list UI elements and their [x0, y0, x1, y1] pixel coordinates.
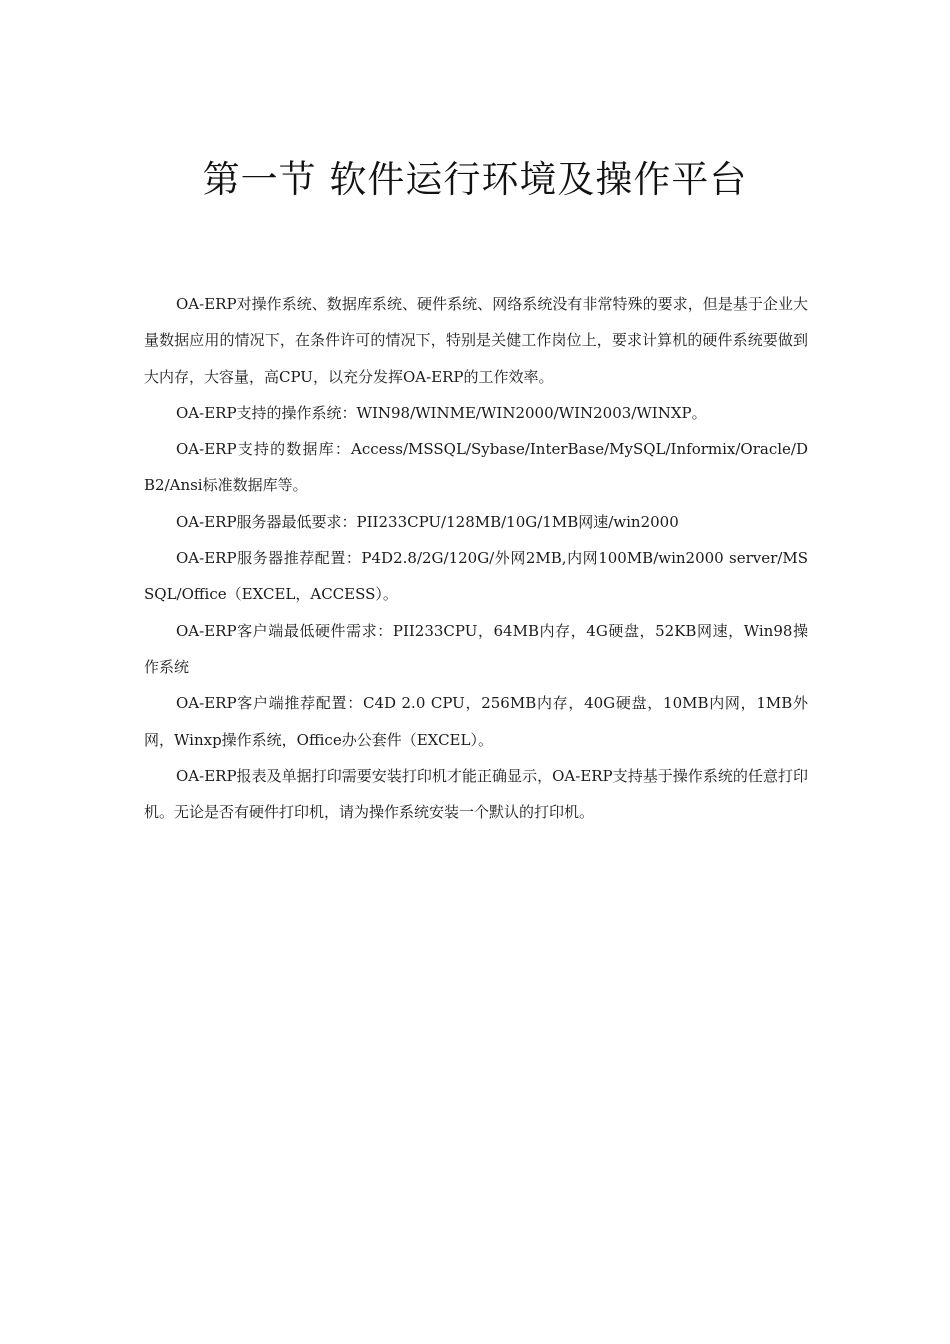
paragraph-supported-databases: OA-ERP支持的数据库：Access/MSSQL/Sybase/InterBase/MySQL/Informix/Oracle/DB2/Ansi标准数据库等。: [144, 440, 808, 495]
document-body: [144, 286, 808, 830]
paragraph-server-recommended: OA-ERP服务器推荐配置：P4D2.8/2G/120G/外网2MB,内网100MB/win2000 server/MSSQL/Office（EXCEL，ACCESS）。: [144, 549, 808, 604]
section-title: 第一节 软件运行环境及操作平台: [202, 158, 748, 201]
paragraph-client-minimum: OA-ERP客户端最低硬件需求：PII233CPU，64MB内存，4G硬盘，52KB网速，Win98操作系统: [144, 621, 808, 676]
paragraph-requirements-intro: OA-ERP对操作系统、数据库系统、硬件系统、网络系统没有非常特殊的要求，但是基于企业大量数据应用的情况下，在条件许可的情况下，特别是关健工作岗位上，要求计算机的硬件系统要做到大内存，大容量，高CPU，以充分发挥OA-ERP的工作效率。: [144, 295, 808, 386]
paragraph-server-minimum: OA-ERP服务器最低要求：PII233CPU/128MB/10G/1MB网速/win2000: [176, 512, 679, 531]
paragraph-printer-note: OA-ERP报表及单据打印需要安装打印机才能正确显示，OA-ERP支持基于操作系统的任意打印机。无论是否有硬件打印机，请为操作系统安装一个默认的打印机。: [144, 766, 808, 822]
paragraph-supported-os: OA-ERP支持的操作系统：WIN98/WINME/WIN2000/WIN2003/WINXP。: [176, 403, 707, 422]
paragraph-client-recommended: OA-ERP客户端推荐配置：C4D 2.0 CPU，256MB内存，40G硬盘，10MB内网，1MB外网，Winxp操作系统，Office办公套件（EXCEL）。: [144, 694, 808, 749]
